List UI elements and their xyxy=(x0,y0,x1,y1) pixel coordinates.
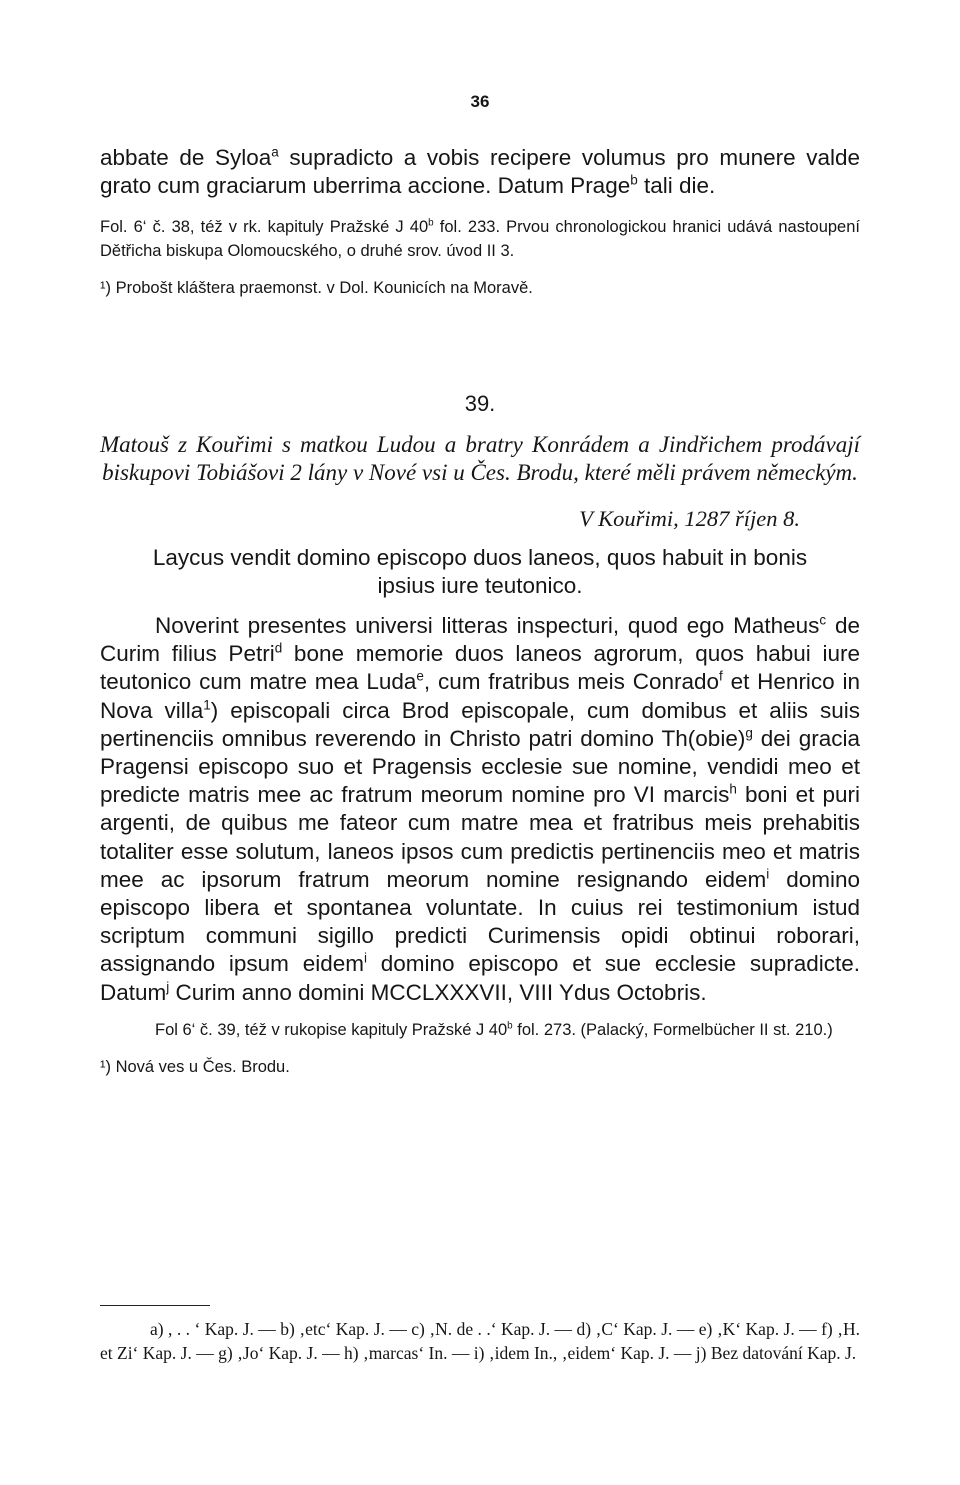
body-text-segment: et Henrico in Nova villa xyxy=(100,669,861,723)
footnote-marker: 1 xyxy=(203,697,211,713)
critical-apparatus: a) , . . ‘ Kap. J. — b) ‚etc‘ Kap. J. — c) ‚N. de . .‘ Kap. J. — d) ‚C‘ Kap. J. — e) ‚K‘ Kap. J. — f) ‚H. et Zi‘ Kap. J. — g) ‚Jo‘ Kap. J. — h) ‚marcas‘ In. — i) ‚idem In., ‚eidem‘ Kap. J. — j) Bez datování Kap. J. xyxy=(100,1319,860,1363)
document-body xyxy=(100,612,860,1007)
document-39 xyxy=(100,391,860,1080)
footnote-marker: f xyxy=(719,668,723,684)
footnote-marker: h xyxy=(729,781,737,797)
body-text-segment: bone memorie duos laneos agrorum, quos habui iure teutonico cum matre mea Luda xyxy=(100,641,860,695)
document-number: 39. xyxy=(464,391,496,416)
body-text-segment: ) episcopali circa Brod episcopale, cum domibus et aliis suis pertinenciis omnibus reverendo in Christo patri domino Th(obie) xyxy=(100,697,860,751)
footnote-marker: d xyxy=(274,640,283,656)
body-text-segment: Noverint presentes universi litteras inspecturi, quod ego Matheus xyxy=(155,613,820,638)
document-title: Matouš z Kouřimi s matkou Ludou a bratry Konrádem a Jindřichem prodávají biskupovi Tobiášovi 2 lány v Nové vsi u Čes. Brodu, které měli právem německým. xyxy=(100,432,860,485)
previous-document-ending xyxy=(100,144,860,301)
footnote-marker: i xyxy=(363,950,367,966)
footnote-marker: g xyxy=(745,725,753,741)
regest: Laycus vendit domino episcopo duos laneos, quos habuit in bonis ipsius iure teutonico. xyxy=(152,545,808,598)
footnote-marker: c xyxy=(819,612,827,628)
body-text-segment: domino episcopo et sue ecclesie supradicte. Datum xyxy=(100,951,860,1005)
footnote: ¹) Nová ves u Čes. Brodu. xyxy=(100,1058,290,1077)
previous-footnote: ¹) Probošt kláštera praemonst. v Dol. Kounicích na Moravě. xyxy=(100,279,533,298)
source-note: Fol 6‘ č. 39, též v rukopise kapituly Pražské J 40$^b$ fol. 273. (Palacký, Formelbücher II st. 210.) xyxy=(155,1020,833,1039)
body-text-segment: , cum fratribus meis Conrado xyxy=(423,669,720,695)
dateline: V Kouřimi, 1287 říjen 8. xyxy=(579,506,800,531)
footnote-marker: e xyxy=(416,668,424,684)
page-number: 36 xyxy=(470,92,490,111)
body-text-segment: de Curim filius Petri xyxy=(100,613,860,667)
body-text-segment: dei gracia Pragensi episcopo suo et Pragensis ecclesie sue nomine, vendidi meo et predicte matris mee ac fratrum meorum nomine pro VI marcis xyxy=(100,725,860,808)
previous-source-note: Fol. 6‘ č. 38, též v rk. kapituly Pražské J 40$^b$ fol. 233. Prvou chronologickou hranici udává nastoupení Dětřicha biskupa Olomoucského, o druhé srov. úvod II 3. xyxy=(100,217,860,260)
footnote-marker: j xyxy=(166,979,170,995)
footnote-divider xyxy=(100,1305,210,1306)
footnote-marker: i xyxy=(766,866,770,882)
previous-document-text: abbate de Syloa$^a$ supradicto a vobis recipere volumus pro munere valde grato cum graciarum uberrima accione. Datum Prage$^b$ tali die. xyxy=(100,144,860,199)
body-text-segment: Curim anno domini MCCLXXXVII, VIII Ydus Octobris. xyxy=(169,979,707,1005)
body-text-segment: boni et puri argenti, de quibus me fateor cum matre mea et fratribus meis prehabitis totaliter esse solutum, laneos ipsos cum predictis pertinenciis meo et matris mee ac ipsorum fratrum meorum nomine resignando eidem xyxy=(100,782,861,892)
body-text-segment: domino episcopo libera et spontanea voluntate. In cuius rei testimonium istud scriptum communi sigillo predicti Curimensis opidi obtinui roborari, assignando ipsum eidem xyxy=(100,866,860,977)
